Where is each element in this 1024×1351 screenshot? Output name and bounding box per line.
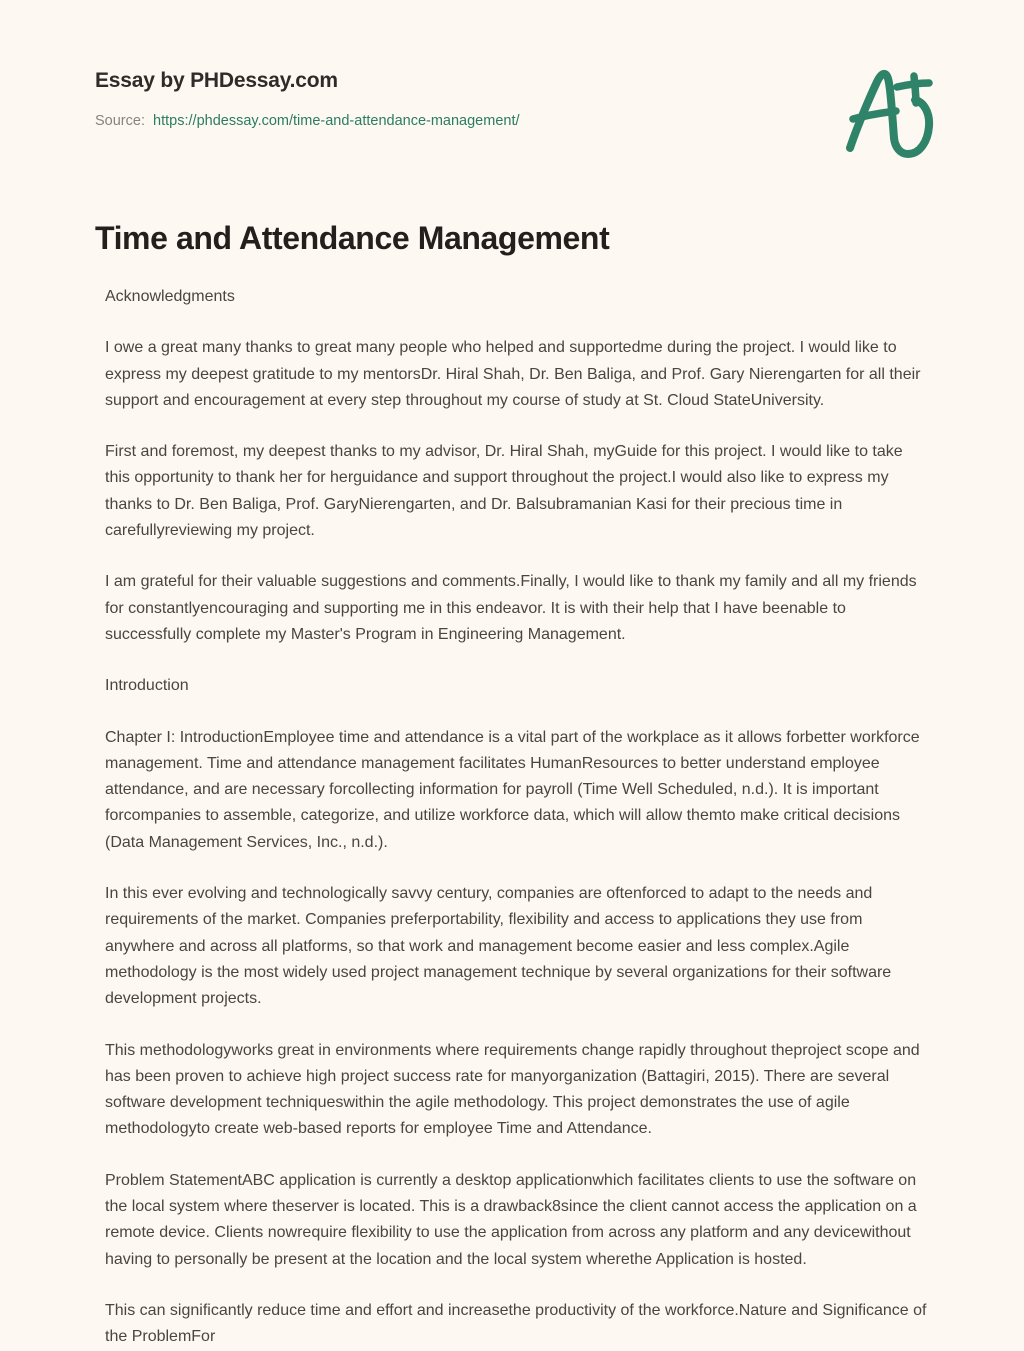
paragraph: In this ever evolving and technologically savvy century, companies are oftenforced to adapt to the needs and requirements of the market. Companies preferportability, flexibility and access to applications they use from anywhere and across all platforms, so that work and management become easier and less complex.Agile methodology is the most widely used project management technique by several organizations for their software development projects. xyxy=(105,885,892,1008)
source-line xyxy=(95,111,960,131)
paragraph: Chapter I: IntroductionEmployee time and attendance is a vital part of the workplace as it allows forbetter workforce management. Time and attendance management facilitates HumanResources to better understand employee attendance, and are necessary forcollecting information for payroll (Time Well Scheduled, n.d.). It is important forcompanies to assemble, categorize, and utilize workforce data, which will allow themto make critical decisions (Data Management Services, Inc., n.d.). xyxy=(105,728,920,851)
a-plus-logo-icon xyxy=(836,56,946,166)
brand-title: Essay by PHDessay.com xyxy=(95,69,338,92)
article xyxy=(0,196,1024,1351)
paragraph: First and foremost, my deepest thanks to my advisor, Dr. Hiral Shah, myGuide for this project. I would like to take this opportunity to thank her for herguidance and support throughout the project.I would also like to express my thanks to Dr. Ben Baliga, Prof. GaryNierengarten, and Dr. Balsubramanian Kasi for their precious time in carefullyreviewing my project. xyxy=(105,443,903,540)
paragraph: I am grateful for their valuable suggestions and comments.Finally, I would like to thank my family and all my friends for constantlyencouraging and supporting me in this endeavor. It is with their help that I have beenable to successfully complete my Master's Program in Engineering Management. xyxy=(105,573,917,643)
paragraph: Problem StatementABC application is currently a desktop applicationwhich facilitates clients to use the software on the local system where theserver is located. This is a drawback8since the client cannot access the application on a remote device. Clients nowrequire flexibility to use the application from across any platform and any devicewithout having to personally be present at the location and the local system wherethe Application is hosted. xyxy=(105,1171,917,1268)
paragraph: This methodologyworks great in environments where requirements change rapidly throughout theproject scope and has been proven to achieve high project success rate for manyorganization (Battagiri, 2015). There are several software development techniqueswithin the agile methodology. This project demonstrates the use of agile methodologyto create web-based reports for employee Time and Attendance. xyxy=(105,1041,920,1138)
source-url-link[interactable]: https://phdessay.com/time-and-attendance-management/ xyxy=(153,113,520,129)
paragraph: Introduction xyxy=(105,677,189,695)
paragraph: This can significantly reduce time and effort and increasethe productivity of the workforce.Nature and Significance of the ProblemFor xyxy=(105,1301,927,1346)
source-label: Source: xyxy=(95,113,145,129)
paragraph: Acknowledgments xyxy=(105,288,235,305)
paragraph: I owe a great many thanks to great many people who helped and supportedme during the project. I would like to express my deepest gratitude to my mentorsDr. Hiral Shah, Dr. Ben Baliga, and Prof. Gary Nierengarten for all their support and encouragement at every step throughout my course of study at St. Cloud StateUniversity. xyxy=(105,339,921,409)
page-title: Time and Attendance Management xyxy=(95,220,610,256)
page-header xyxy=(0,0,1024,196)
article-body xyxy=(95,284,930,1351)
